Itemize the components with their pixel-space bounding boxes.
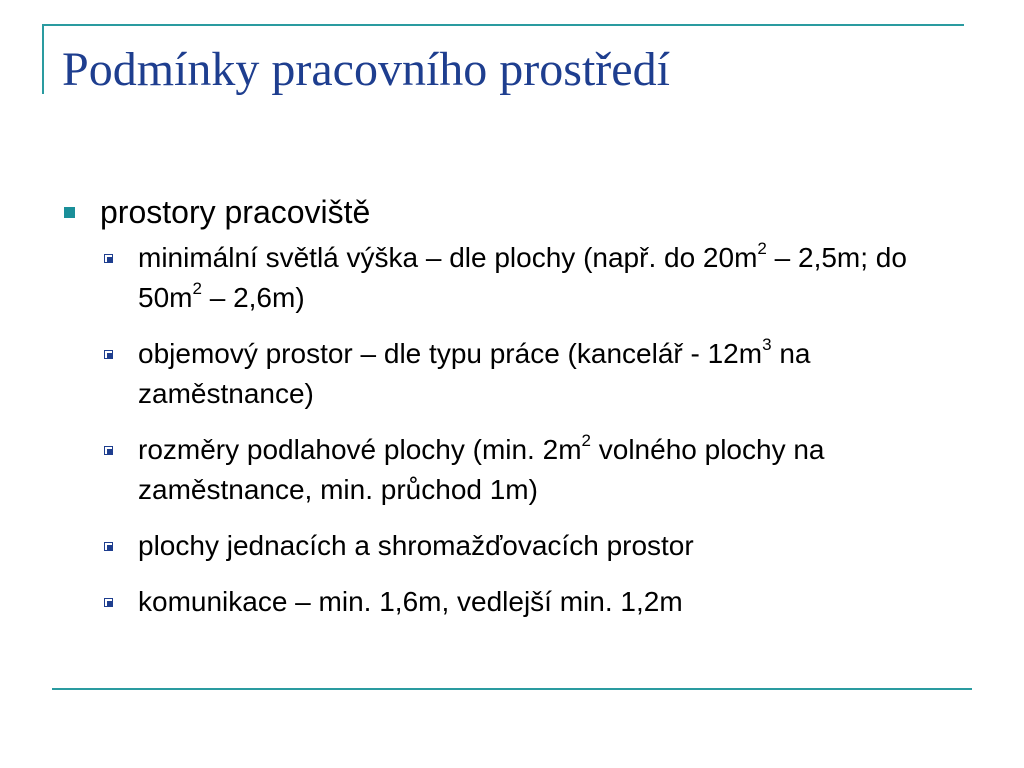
sub-bullet-item — [56, 582, 916, 622]
footer-accent-line — [52, 688, 972, 690]
title-horizontal-accent-line — [42, 24, 964, 26]
title-vertical-accent-line — [42, 24, 44, 94]
sub-bullet-text: objemový prostor – dle typu práce (kancelář - $12m^3$ na zaměstnance) — [138, 334, 811, 409]
square-bullet-icon — [64, 207, 75, 218]
shadowed-square-bullet-icon — [104, 598, 113, 607]
shadowed-square-bullet-icon — [104, 446, 113, 455]
shadowed-square-bullet-icon — [104, 350, 113, 359]
sub-bullet-text: minimální světlá výška – dle plochy (např. do $20m^2 - 2,5m$; do $50m^2 - 2,6m$) — [138, 238, 907, 313]
shadowed-square-bullet-icon — [104, 254, 113, 263]
sub-bullet-text: rozměry podlahové plochy (min. $2m^2$ volného plochy na zaměstnance, min. průchod 1m) — [138, 430, 825, 505]
bullet-level1-label: prostory pracoviště — [100, 194, 371, 230]
sub-bullet-text: komunikace – min. 1,6m, vedlejší min. 1,2m — [138, 586, 683, 617]
shadowed-square-bullet-icon — [104, 542, 113, 551]
slide-title: Podmínky pracovního prostředí — [62, 43, 670, 96]
slide-content — [56, 192, 916, 638]
bullet-level1 — [56, 192, 916, 232]
sub-bullet-item — [56, 526, 916, 566]
sub-bullet-item — [56, 430, 916, 510]
sub-bullet-text: plochy jednacích a shromažďovacích prostor — [138, 530, 694, 561]
sub-bullet-item — [56, 334, 916, 414]
sub-bullet-item — [56, 238, 916, 318]
